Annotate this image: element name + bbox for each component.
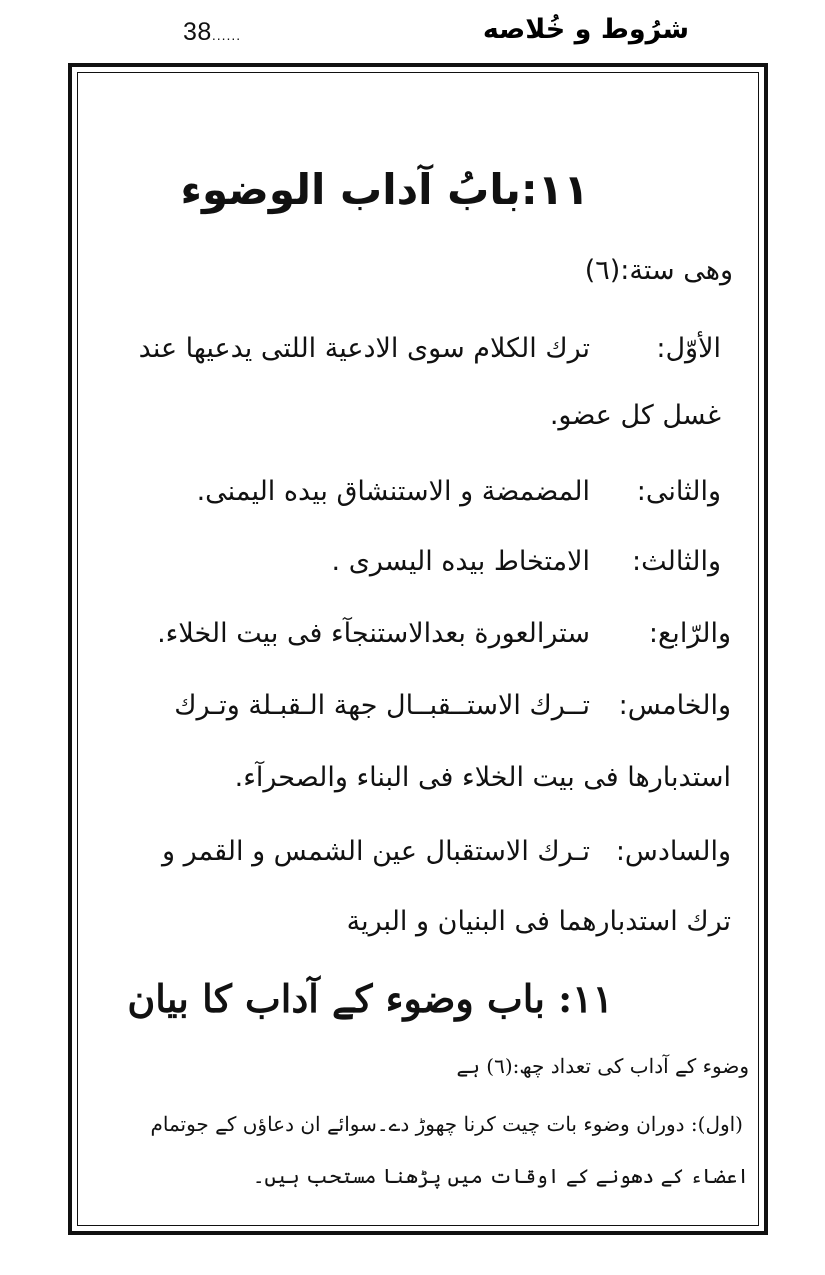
item-2-label: والثانی: <box>636 476 721 507</box>
urdu-line-2: (اول): دوران وضوء بات چیت کرنا چھوڑ دے۔سوائے ان دعاؤں کے جوتمام <box>150 1112 743 1136</box>
item-6-label: والسادس: <box>615 836 731 867</box>
item-1-text: ترك الكلام سوی الادعية اللتی يدعيها عند <box>138 333 590 364</box>
item-4-text: سترالعورة بعدالاستنجآء فی بيت الخلاء. <box>157 618 590 649</box>
item-6-text: تـرك الاستقبال عين الشمس و القمر و <box>161 836 590 867</box>
page-number-dots: ...... <box>211 27 242 43</box>
page-header <box>0 0 825 62</box>
item-5-text: تــرك الاستــقبــال جهة الـقبـلة وتـرك <box>174 690 590 721</box>
book-title: شرُوط و خُلاصه <box>482 14 689 45</box>
item-1-text-cont: غسل كل عضو. <box>549 400 721 431</box>
page-number: 38...... <box>183 18 242 46</box>
chapter-title: ١١:بابُ آداب الوضوء <box>180 165 589 214</box>
urdu-line-3: اعضاء کے دھونے کے اوقات میں پڑھنا مستحب ہیں۔ <box>252 1164 749 1188</box>
item-5-text-cont: استدبارها فی بيت الخلاء فی البناء والصحرآء. <box>234 762 731 793</box>
item-3-label: والثالث: <box>632 546 721 577</box>
item-4-label: والرّابع: <box>648 618 731 649</box>
item-3-text: الامتخاط بيده اليسری . <box>331 546 590 577</box>
item-6-text-cont: ترك استدبارهما فی البنيان و البرية <box>346 906 731 937</box>
urdu-line-1: وضوء کے آداب کی تعداد چھ:(٦) ہے <box>456 1054 749 1078</box>
urdu-section-title: ١١: باب وضوء کے آداب کا بیان <box>127 976 613 1021</box>
item-5-label: والخامس: <box>618 690 731 721</box>
chapter-intro: وهی ستة:(٦) <box>584 255 733 286</box>
item-1-label: الأوّل: <box>656 333 721 364</box>
page-border-inner <box>77 72 759 1226</box>
item-2-text: المضمضة و الاستنشاق بيده اليمنی. <box>196 476 590 507</box>
